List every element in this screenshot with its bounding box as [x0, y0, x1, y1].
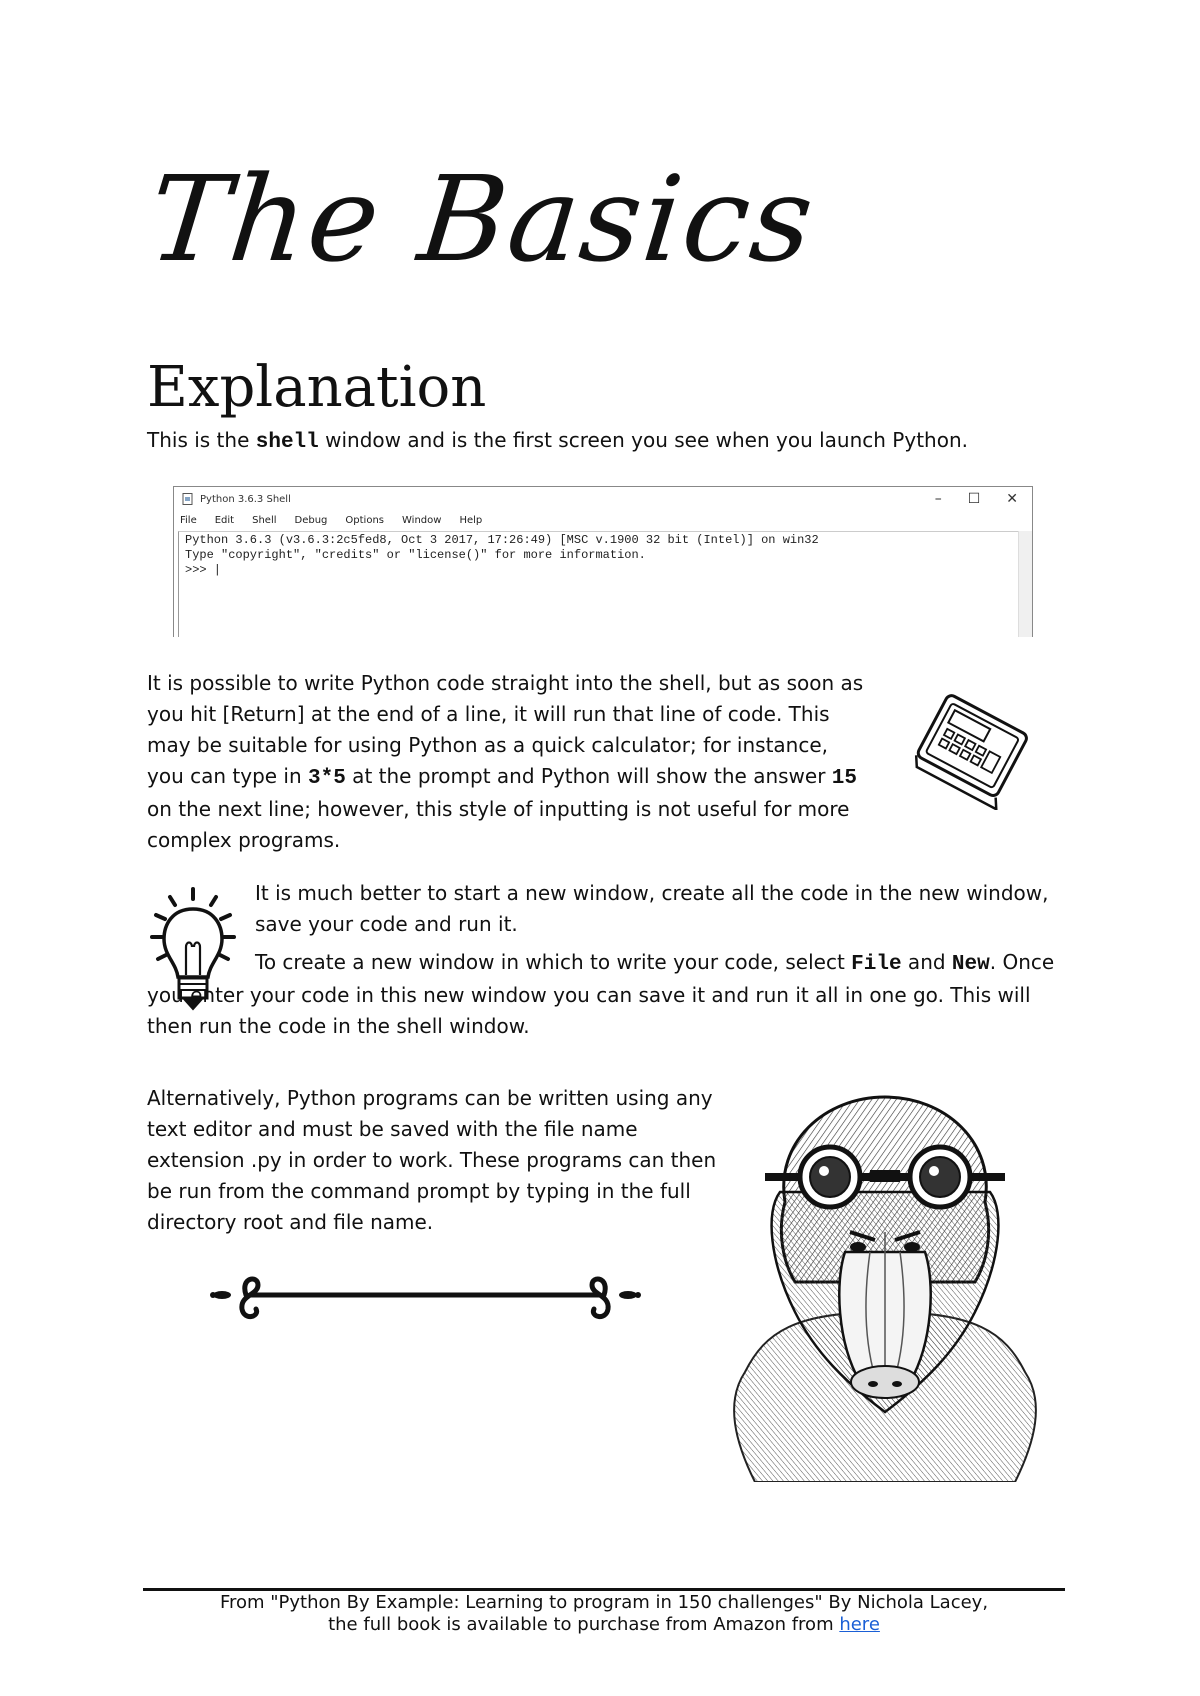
- shell-window-screenshot: [173, 486, 1033, 637]
- shell-prompt-line: >>> |: [185, 563, 222, 577]
- section-heading: Explanation: [147, 355, 487, 420]
- file-new-paragraph: To create a new window in which to write your code, select File and New. Once you enter your code in this new window you can save it and run it all in one go. This will then run the code in the shell window.: [147, 950, 1055, 1038]
- maximize-icon: ☐: [967, 491, 981, 507]
- menu-window: Window: [402, 514, 442, 526]
- shell-code: shell: [255, 431, 319, 454]
- menu-help: Help: [459, 514, 483, 526]
- shell-window-title: Python 3.6.3 Shell: [200, 493, 291, 505]
- footer-line-1: From "Python By Example: Learning to program in 150 challenges" By Nichola Lacey,: [219, 1592, 989, 1613]
- baboon-aviator-illustration: [725, 1082, 1045, 1482]
- new-window-paragraph: It is much better to start a new window, create all the code in the new window, save your code and run it.: [255, 881, 1049, 936]
- code-file: File: [851, 953, 902, 976]
- menu-debug: Debug: [294, 514, 328, 526]
- shell-line: Type "copyright", "credits" or "license()" for more information.: [185, 548, 646, 562]
- page-footer: [143, 1592, 1065, 1636]
- code-3x5: 3*5: [308, 767, 346, 790]
- shell-usage-paragraph: It is possible to write Python code straight into the shell, but as soon as you hit [Return] at the end of a line, it will run that line of code. This may be suitable for using Python as a quick calculator; for instance, you can type in 3*5 at the prompt and Python will show the answer 15 on the next line; however, this style of inputting is not useful for more complex programs.: [147, 671, 864, 852]
- minimize-icon: –: [934, 491, 942, 507]
- text-editor-paragraph: Alternatively, Python programs can be written using any text editor and must be saved with the file name extension .py in order to work. These programs can then be run from the command prompt by typing in the full directory root and file name.: [147, 1086, 717, 1234]
- code-15: 15: [831, 767, 858, 790]
- amazon-link[interactable]: here: [839, 1614, 880, 1635]
- menu-file: File: [180, 514, 197, 526]
- ornamental-divider: [210, 1265, 650, 1325]
- python-file-icon: [182, 493, 194, 505]
- footer-divider: [143, 1588, 1065, 1591]
- shell-output: [178, 531, 1018, 637]
- shell-menu-bar: [174, 511, 1032, 529]
- calculator-icon: [900, 690, 1040, 810]
- page-title: The Basics: [142, 150, 822, 288]
- intro-paragraph: This is the shell window and is the first screen you see when you launch Python.: [147, 428, 968, 454]
- shell-title-bar: [174, 487, 1032, 511]
- footer-line-2: the full book is available to purchase from Amazon from here: [328, 1614, 880, 1635]
- shell-line: Python 3.6.3 (v3.6.3:2c5fed8, Oct 3 2017, 17:26:49) [MSC v.1900 32 bit (Intel)] on win32: [185, 533, 819, 547]
- menu-edit: Edit: [214, 514, 235, 526]
- code-new: New: [951, 953, 990, 976]
- close-icon: ✕: [1006, 491, 1018, 507]
- shell-scrollbar: [1018, 531, 1032, 637]
- menu-shell: Shell: [252, 514, 277, 526]
- menu-options: Options: [345, 514, 384, 526]
